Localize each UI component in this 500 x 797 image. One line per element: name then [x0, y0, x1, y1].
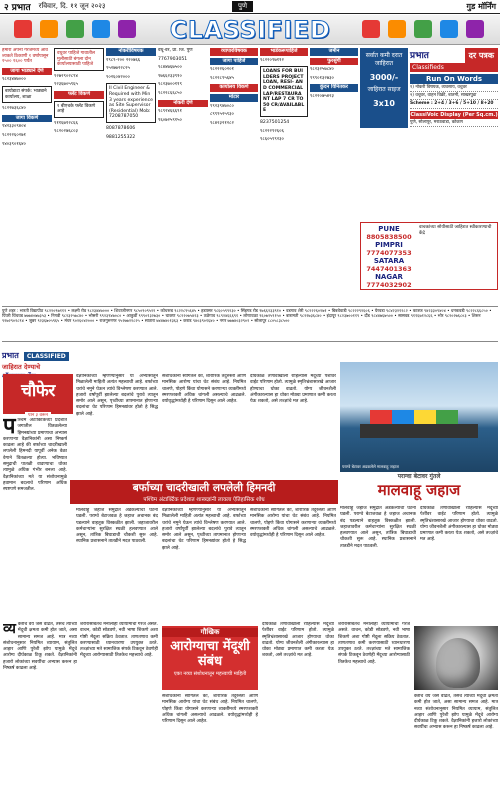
centre-phone: 7774077353 — [366, 249, 412, 257]
ad-phone: ९२३६७०५९६५ — [54, 82, 78, 88]
ship-hull — [360, 424, 478, 438]
article-column — [338, 622, 410, 794]
section-head: नोकरी देणे — [158, 100, 208, 108]
container-stack — [414, 410, 436, 424]
ad-phone: ९८२३२५७८४० — [310, 67, 334, 73]
chaufer-title: चौफेर — [21, 381, 55, 401]
ad-phone: १९८९-२०० २२०७६६ — [106, 57, 141, 63]
ad-phone: ९८२२२६०२०१ — [210, 67, 234, 73]
edition-name: गुड मॉर्निंग — [466, 2, 496, 11]
rings-icon — [362, 20, 380, 38]
container-stack — [436, 410, 458, 424]
ad-phone: ९८९२४६६६९१ — [158, 109, 182, 115]
article-text: क्तीचे वय जसे वाढते, तसेच त्याच्या मेंदूची क्षमता कमी होत जाते, असा सामान्य समज आहे. मात्र नव्या संशोधनानुसार नियमित व्यायाम, संतुलित आहार आणि पुरेशी झोप यामुळे मेंदूचे आरोग्य दीर्घकाळ टिकू शकते. वैज्ञानिकांनी हजारो लोकांच्या सवयींचा अभ्यास करून हा निष्कर्ष काढला आहे. — [3, 622, 77, 672]
ad-phone: ९८२०२७६८०३ — [54, 129, 78, 135]
section-head: भाडेकरूपाहिजे — [260, 48, 308, 56]
car-icon — [414, 20, 432, 38]
article-column — [420, 506, 498, 622]
health-title: आरोग्याचा मेंदूशी संबंध — [170, 639, 250, 669]
display-rate-text: पुणे, सोलापूर, मराठवाडा, कोकण — [410, 119, 498, 127]
promo-label: CLASSIFIED — [24, 352, 69, 361]
ad-text: II Civil Engineer & Required with Min 3 years experience as Site Supervisor (Residential) Mob: 7208787050 — [106, 83, 156, 123]
rate-card — [360, 48, 498, 348]
ad-phone: ९०२६०४२००० — [106, 74, 130, 80]
ad-text: १ बीएचके फ्लॅट विकणे आहे — [54, 101, 104, 118]
article-text: संशोधकांनी सांगितले की, शारीरिक तंदुरुस्ती आणि मानसिक आरोग्य यांचा थेट संबंध आहे. नियमित चालणे, पोहणे किंवा योगासने करणाऱ्या व्यक्तींमध्ये स्मरणशक्ती अधिक चांगली असल्याचे आढळले. वयोवृद्धांमध्येही हे परिणाम दिसून आले आहेत. — [162, 694, 258, 725]
ad-phone: ९८२२७३६८४० — [2, 106, 26, 112]
car-icon — [40, 20, 58, 38]
promo-line: जाहिरात देण्याचे — [2, 363, 41, 371]
article-text: दीर्घकाळ तणावाखाली राहिल्यास मेंदूच्या पेशींवर वाईट परिणाम होतो. त्यामुळे स्मृतिभ्रंशासारखे आजार होण्याचा धोका वाढतो. योग्य जीवनशैली अंगीकारल्यास हा धोका मोठ्या प्रमाणात कमी करता येऊ शकतो, असे तज्ज्ञांचे मत आहे. — [262, 622, 334, 659]
key-icon — [66, 20, 84, 38]
section-head: मोटार — [210, 94, 258, 102]
container-stack — [370, 410, 392, 424]
briefcase-icon — [466, 20, 484, 38]
section-head: कुंदन विनितकर — [310, 84, 358, 92]
drop-cap: प — [3, 418, 16, 439]
centre-phone: 7774032902 — [366, 281, 412, 289]
ad-phone: ९४२३३०९४०४ — [2, 124, 26, 130]
article-text: शरीरासोबतच मनालाही व्यायामाची गरज असते. वाचन, कोडी सोडवणे, नवी भाषा शिकणे अशा गोष्टी मेंदूला सक्रिय ठेवतात. ताणतणाव कमी करण्यासाठी ध्यानधारणा उपयुक्त ठरते. तज्ज्ञांच्या मते सामाजिक संपर्क टिकवून ठेवणेही मेंदूच्या आरोग्यासाठी तितकेच महत्त्वाचे आहे. — [80, 622, 158, 659]
offer-amount: 3000/- — [369, 73, 399, 82]
rate-list — [410, 48, 498, 127]
ads-column-7 — [310, 48, 358, 304]
ship-photo — [340, 362, 498, 472]
container-stack — [392, 410, 414, 424]
centre-note: वाचकांच्या सोयीसाठी जाहिरात स्वीकारण्याची केंद्रे — [419, 225, 492, 236]
article-text: दीर्घकाळ तणावाखाली राहिल्यास मेंदूच्या पेशींवर वाईट परिणाम होतो. त्यामुळे स्मृतिभ्रंशासारखे आजार होण्याचा धोका वाढतो. योग्य जीवनशैली अंगीकारल्यास हा धोका मोठ्या प्रमाणात कमी करता येऊ शकतो, असे तज्ज्ञांचे मत आहे. — [420, 506, 498, 543]
section-head: जागा पाहिजे — [210, 58, 258, 66]
centre-list — [361, 223, 417, 289]
article-column — [162, 508, 246, 620]
ads-column-2 — [54, 48, 104, 304]
ads-column-3 — [106, 48, 156, 304]
banner-title: CLASSIFIED — [169, 16, 331, 44]
date-line: रविवार, दि. ११ जून २०२३ — [38, 2, 106, 10]
ad-phone: ९८२३४४७००० — [2, 77, 26, 83]
article-text: संशोधकांनी सांगितले की, शारीरिक तंदुरुस्ती आणि मानसिक आरोग्य यांचा थेट संबंध आहे. नियमित चालणे, पोहणे किंवा योगासने करणाऱ्या व्यक्तींमध्ये स्मरणशक्ती अधिक चांगली असल्याचे आढळले. वयोवृद्धांमध्येही हे परिणाम दिसून आले आहेत. — [250, 508, 336, 539]
article-column — [76, 508, 158, 620]
section-head: जागा भाड्याने देणे — [2, 68, 52, 76]
headline-sub: पराग्वा बेटावर गुंतले — [397, 473, 441, 480]
health-kicker: गौखिक — [162, 628, 258, 637]
offer-size: 3x10 — [373, 99, 395, 108]
ad-phone: ९८४२३२१२८२ — [210, 120, 234, 126]
article-column — [3, 622, 77, 794]
article-text: क्तीचे वय जसे वाढते, तसेच त्याच्या मेंदूची क्षमता कमी होत जाते, असा सामान्य समज आहे. मात्र नव्या संशोधनानुसार नियमित व्यायाम, संतुलित आहार आणि पुरेशी झोप यामुळे मेंदूचे आरोग्य दीर्घकाळ टिकू शकते. वैज्ञानिकांनी हजारो लोकांच्या सवयींचा अभ्यास करून हा निष्कर्ष काढला आहे. — [414, 694, 498, 731]
head-silhouette — [436, 638, 480, 688]
article-text: मालवाहू जहाज समुद्रात अडकल्याची घटना घडली. पराग्वे बेटाजवळ हे जहाज अचानक बंद पडल्याने वाहतूक विस्कळीत झाली. जहाजावरील कर्मचाऱ्यांना सुरक्षित स्थळी हलवण्यात आले असून, तांत्रिक बिघाडाची चौकशी सुरू आहे. स्थानिक प्रशासनाने तातडीने मदत पाठवली. — [340, 506, 416, 549]
article-column — [80, 622, 158, 794]
section-head: जमीन — [310, 48, 358, 56]
article-text: संशोधकांनी सांगितले की, शारीरिक तंदुरुस्ती आणि मानसिक आरोग्य यांचा थेट संबंध आहे. नियमित चालणे, पोहणे किंवा योगासने करणाऱ्या व्यक्तींमध्ये स्मरणशक्ती अधिक चांगली असल्याचे आढळले. वयोवृद्धांमध्येही हे परिणाम दिसून आले आहेत. — [162, 374, 246, 405]
drop-cap: व्य — [3, 622, 16, 637]
health-box — [162, 626, 258, 690]
ad-phone: 8087878606 — [106, 125, 136, 131]
promo-brand: प्रभात — [2, 351, 19, 360]
key-icon — [440, 20, 458, 38]
article-text: मालवाहू जहाज समुद्रात अडकल्याची घटना घडली. पराग्वे बेटाजवळ हे जहाज अचानक बंद पडल्याने वाहतूक विस्कळीत झाली. जहाजावरील कर्मचाऱ्यांना सुरक्षित स्थळी हलवण्यात आले असून, तांत्रिक बिघाडाची चौकशी सुरू आहे. स्थानिक प्रशासनाने तातडीने मदत पाठवली. — [76, 508, 158, 545]
rate-brand: प्रभात — [410, 51, 429, 61]
agency-strip: पुणे शहर : भारती विद्यापीठ ९८२२०९७११२ • लक्ष्मी रोड ९८२३४४७००० • शिवाजीनगर ९८५०९०९५२२ • कोथरूड ९८२२८९५६४५ • हडपसर ९८६०५९९२३० • सिंहगड रोड ९७६६२३३९१० • वडगाव शेरी ९८२२२६०२७१ • बिबवेवाडी ९८२२२९२६०६ • येरवडा ९८४२३२१२८२ • कात्रज ९४२३३०९४०४ • धनकवडी ९८२२८६६८५० • पिंपरी चिंचवड ७७७४०७७३५३ • निगडी ९८२३२५७८४० • भोसरी ९९२३९४७०८० • आकुर्डी ९९९०१३२७३० • चाकण ९८२२०७५४२३ • तळेगाव ९८९२४६६६९१ • लोणावळा ९६०७२५९१५० • बारामती ९८२२७३६८४० • इंदापूर ९८२३७००११९ • दौंड ९८४४७६७५०० • सासवड ९११६७१२८६६ • भोर ९८२०२७६८०३ • शिरूर ९२७२९०२८९४ • जुन्नर ९२३६७०५९६५ • मंचर ९०२६०४२००० • राजगुरुनगर ९५२७७२२८२५ • सातारा ७४४७४०१३६३ • कराड ९४०३९०१६४० • नगर ७७७४०३२९०२ • सोलापूर ८८०५८३८५०० — [2, 306, 498, 342]
ad-text: हमारी अपनी गॅरेजमध्ये आवश्यकते ठिकाणी १ वर्षापासून १५०० १६०० पर्यंत — [2, 48, 49, 65]
handshake-icon — [92, 20, 110, 38]
section-head: कार्यालय विकणे — [210, 84, 258, 92]
centre-name: PUNE — [378, 225, 400, 233]
article-text: वैज्ञानिकांच्या म्हणण्यानुसार या अभ्यासातून मिळालेली माहिती अत्यंत महत्त्वाची आहे. बर्फाच्या थरांचे नमुने घेऊन त्यांचे विश्लेषण करण्यात आले. हजारो वर्षांपूर्वी झालेल्या बदलांचे पुरावे त्यातून समोर आले असून, पृथ्वीच्या तापमानात होणाऱ्या बदलांचा थेट परिणाम हिमनद्यांवर होतो हे सिद्ध झाले आहे. — [76, 374, 158, 417]
article-column — [3, 418, 67, 618]
ads-column-5 — [210, 48, 258, 304]
ad-phone: ९५२७७२२८२५ — [106, 66, 130, 72]
headline-sub: पश्चिम अंटार्क्टिक प्रदेशात शास्त्रज्ञांनी लावला ऐतिहासिक शोध — [143, 497, 265, 503]
ad-phone: ९११६७१२८६६ — [54, 120, 78, 126]
ad-phone: ९८४४७६७५०० — [158, 65, 182, 71]
ad-phone: ९८२३७००११९ — [158, 82, 182, 88]
headline-ship — [340, 472, 498, 502]
classified-banner — [0, 15, 500, 45]
article-column — [414, 694, 498, 794]
offer-title: सर्वात कमी दरात जाहिरात — [365, 52, 403, 67]
briefcase-icon — [118, 20, 136, 38]
offer-box — [360, 48, 408, 128]
headline-title: मालवाहू जहाज — [377, 481, 461, 499]
ad-text: LOANS FOR BUILDERS PROJECT LOAN, RESI- AND COMMERCIAL LAP/RESTAURANT LAP 7 CR TO 50 CR/AVAILABLE — [260, 66, 308, 117]
ad-text: वधू-वर, प्रॉ. जि. पुणे — [158, 48, 193, 53]
booking-centres — [360, 222, 498, 290]
article-column — [76, 374, 158, 478]
ad-phone: ९८२२२६०२७१ — [2, 132, 26, 138]
centre-name: NAGAR — [375, 273, 403, 281]
headline-glacier — [70, 480, 338, 504]
page-number: २ — [4, 3, 9, 13]
section-head: जागा विकणे — [2, 115, 52, 123]
centre-name: PIMPRI — [375, 241, 403, 249]
house-icon — [388, 20, 406, 38]
rate-title: दर पत्रक — [465, 48, 498, 63]
article-column — [262, 622, 334, 794]
brain-photo — [414, 626, 498, 690]
article-column — [162, 374, 246, 478]
run-on-words: Run On Words — [410, 74, 498, 84]
ad-phone: ९४०३९०१६४० — [2, 141, 26, 147]
section-head: व्यापारविषयक — [210, 48, 258, 56]
centre-phone: 8805838500 — [366, 233, 412, 241]
ad-phone: ९२७२९०२८९४ — [54, 73, 78, 79]
ad-phone: ९८२२८९५६४५ — [210, 75, 234, 81]
rate-line: १) नोकरी विषयक, व्यवसाय, वधुवर — [410, 84, 498, 92]
ad-phone: ८९९९५२५९३० — [210, 112, 234, 118]
section-head: फ्लॅट विकणे — [54, 91, 104, 99]
ad-phone: ९८२२०९७११२ — [260, 57, 284, 63]
rate-classifieds: Classifieds — [410, 63, 498, 72]
brand-logo: प्रभात — [11, 3, 31, 13]
online-booking-promo — [2, 343, 104, 371]
ad-text: वधुवर पाहिजे गावातील मुलीसाठी बंगला दोन कार्यालयासाठी पाहिजे — [54, 48, 104, 71]
house-icon — [14, 20, 32, 38]
ad-phone: ९८२२८६६८५० — [158, 90, 182, 96]
ad-phone: 9881255322 — [106, 134, 136, 140]
offer-unit: जाहिरात साइज — [367, 86, 401, 93]
article-column — [340, 506, 416, 622]
ad-phone: ९६०७२५९१५० — [158, 117, 182, 123]
article-column — [162, 694, 258, 794]
ad-phone: 7767903051 — [158, 56, 188, 62]
rate-line: २) वधूवर, वाहन विक्री, बातमी, साखरपुडा — [410, 92, 498, 100]
ad-phone: 8237501254 — [260, 119, 290, 125]
ads-column-6 — [260, 48, 308, 304]
city-tag: पुणे — [232, 1, 253, 12]
rate-scheme: Scheme : 2+4 / 3+6 / 5+10 / 8+20 — [410, 100, 498, 108]
ad-phone: ९८२२२९२६०६ — [260, 128, 284, 134]
ad-phone: ९८२२०७५४२३ — [310, 93, 334, 99]
article-column — [250, 508, 336, 620]
ad-phone: ९७६६२३३९१० — [158, 73, 182, 79]
page-header — [0, 0, 500, 14]
ad-phone: ९९९०१३२७३० — [310, 75, 334, 81]
ad-text: बायोडाटा संपर्क: भाड्याने कार्यालय, शाळा — [2, 86, 52, 103]
photo-caption: पराग्वे बेटावर अडकलेले मालवाहू जहाज — [342, 464, 399, 469]
ads-column-4 — [158, 48, 208, 304]
article-text: वैज्ञानिकांच्या म्हणण्यानुसार या अभ्यासातून मिळालेली माहिती अत्यंत महत्त्वाची आहे. बर्फाच्या थरांचे नमुने घेऊन त्यांचे विश्लेषण करण्यात आले. हजारो वर्षांपूर्वी झालेल्या बदलांचे पुरावे त्यातून समोर आले असून, पृथ्वीच्या तापमानात होणाऱ्या बदलांचा थेट परिणाम हिमनद्यांवर होतो हे सिद्ध झाले आहे. — [162, 508, 246, 551]
centre-name: SATARA — [373, 257, 405, 265]
article-column — [250, 374, 336, 478]
centre-phone: 7447401363 — [366, 265, 412, 273]
display-rate-head: ClassiVoic Display (Per Sq.cm.) — [410, 111, 498, 118]
ads-column-1 — [2, 48, 52, 304]
health-sub: एका नव्या संशोधनातून महत्त्वाची माहिती — [173, 671, 247, 677]
chaufer-logo — [3, 374, 73, 418]
headline-title: बर्फाच्या चादरीखाली लपलेली हिमनदी — [132, 482, 276, 494]
chaufer-sub: पान ३ वरून — [25, 412, 51, 418]
article-text: श्चिम अंटार्क्टिकच्या प्रदेशात जगातील वितळलेल्या हिमनद्यांच्या प्रमाणाचा अभ्यास करणाऱ्या वैज्ञानिकांनी असा निष्कर्ष काढला आहे की बर्फाच्या चादरीखाली लपलेली हिमनदी यापूर्वी अनेक वेळा वेगाने वितळल्या होत्या. भविष्यात समुद्राची पातळी वाढण्याचा धोका त्यामुळे अधिक गंभीर बनला आहे. वैज्ञानिकांच्या मते या संशोधनामुळे हवामान बदलाचे परिणाम अधिक स्पष्टपणे समजतील. — [3, 418, 67, 493]
article-text: शरीरासोबतच मनालाही व्यायामाची गरज असते. वाचन, कोडी सोडवणे, नवी भाषा शिकणे अशा गोष्टी मेंदूला सक्रिय ठेवतात. ताणतणाव कमी करण्यासाठी ध्यानधारणा उपयुक्त ठरते. तज्ज्ञांच्या मते सामाजिक संपर्क टिकवून ठेवणेही मेंदूच्या आरोग्यासाठी तितकेच महत्त्वाचे आहे. — [338, 622, 410, 665]
ad-phone: ९८६०५९९२३० — [260, 137, 284, 143]
ad-phone: ९९२३९४७०८० — [210, 103, 234, 109]
section-head: नोकरीविषयक — [106, 48, 156, 56]
article-text: दीर्घकाळ तणावाखाली राहिल्यास मेंदूच्या पेशींवर वाईट परिणाम होतो. त्यामुळे स्मृतिभ्रंशासारखे आजार होण्याचा धोका वाढतो. योग्य जीवनशैली अंगीकारल्यास हा धोका मोठ्या प्रमाणात कमी करता येऊ शकतो, असे तज्ज्ञांचे मत आहे. — [250, 374, 336, 405]
section-head: फुरसुंगी — [310, 58, 358, 66]
